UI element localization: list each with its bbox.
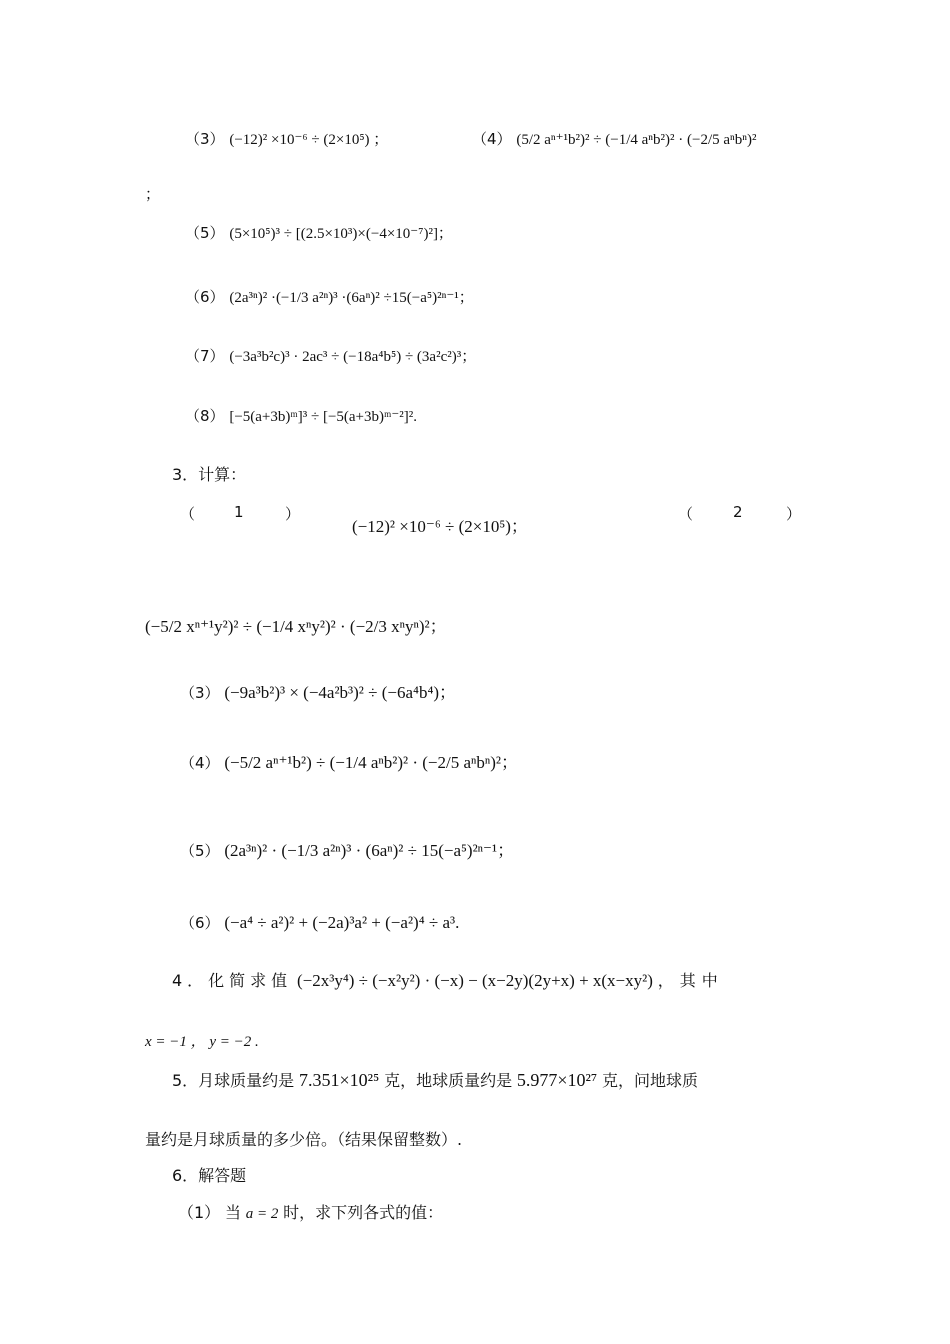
s3-item6 bbox=[180, 912, 459, 933]
s2-item5-label: （5） bbox=[185, 224, 225, 242]
s3-item3-expr: (−9a³b²)³ × (−4a²b³)² ÷ (−6a⁴b⁴)； bbox=[224, 683, 457, 702]
s4-condition: x = −1 ， y = −2 . bbox=[145, 1034, 259, 1050]
s2-item6-expr: (2a³ⁿ)² ·(−1/3 a²ⁿ)³ ·(6aⁿ)² ÷15(−a⁵)²ⁿ⁻¹； bbox=[229, 290, 474, 306]
s5-line1 bbox=[172, 1068, 698, 1091]
s2-item8 bbox=[185, 405, 417, 426]
s2-item8-expr: [−5(a+3b)ᵐ]³ ÷ [−5(a+3b)ᵐ⁻²]². bbox=[229, 409, 417, 425]
s2-item4-tail: ； bbox=[145, 185, 161, 203]
s3-item6-expr: (−a⁴ ÷ a²)² + (−2a)³a² + (−a²)⁴ ÷ a³. bbox=[224, 913, 460, 932]
s2-item7 bbox=[185, 345, 476, 366]
s3-item5 bbox=[180, 836, 514, 861]
s6-sub1 bbox=[178, 1200, 443, 1223]
s3-item2-label-num: 2 bbox=[733, 503, 743, 521]
s3-item3-label: （3） bbox=[180, 684, 220, 702]
s2-item3-expr: (−12)² ×10⁻⁶ ÷ (2×10⁵) ； bbox=[229, 132, 389, 148]
s3-item1-label-close: ） bbox=[285, 505, 301, 523]
s2-item3-label: （3） bbox=[185, 130, 225, 148]
s6-sub1-cond: a = 2 bbox=[245, 1206, 279, 1222]
s5-part2: 克，地球质量约是 bbox=[384, 1071, 513, 1090]
s5-part1: 5．月球质量约是 bbox=[172, 1071, 295, 1090]
s5-line2: 量约是月球质量的多少倍。（结果保留整数）. bbox=[145, 1130, 463, 1149]
s3-item1-expr: (−12)² ×10⁻⁶ ÷ (2×10⁵)； bbox=[352, 517, 528, 536]
s2-item3 bbox=[185, 128, 388, 149]
s5-part3: 克，问地球质 bbox=[601, 1071, 698, 1090]
s2-item6 bbox=[185, 286, 474, 307]
s6-sub1-a: 当 bbox=[224, 1203, 241, 1222]
s2-item5 bbox=[185, 222, 453, 243]
s2-item8-label: （8） bbox=[185, 407, 225, 425]
s3-item3 bbox=[180, 678, 456, 703]
s2-item4-label: （4） bbox=[472, 130, 512, 148]
s2-item4 bbox=[472, 128, 756, 149]
s2-item7-label: （7） bbox=[185, 347, 225, 365]
s3-item5-label: （5） bbox=[180, 842, 220, 860]
s3-item4-label: （4） bbox=[180, 754, 220, 772]
s3-item5-expr: (2a³ⁿ)² · (−1/3 a²ⁿ)³ · (6aⁿ)² ÷ 15(−a⁵)²ⁿ⁻¹； bbox=[224, 841, 515, 860]
s4-lead: 4．化简求值 bbox=[172, 971, 293, 990]
s3-title: 3．计算： bbox=[172, 465, 247, 484]
s3-item4-expr: (−5/2 aⁿ⁺¹b²) ÷ (−1/4 aⁿb²)² · (−2/5 aⁿbⁿ)²； bbox=[224, 753, 518, 772]
s6-sub1-label: （1） bbox=[178, 1203, 221, 1222]
s2-item5-expr: (5×10⁵)³ ÷ [(2.5×10³)×(−4×10⁻⁷)²]； bbox=[229, 226, 453, 242]
s6-title: 6．解答题 bbox=[172, 1166, 247, 1185]
s6-sub1-b: 时，求下列各式的值： bbox=[283, 1203, 444, 1222]
s2-item6-label: （6） bbox=[185, 288, 225, 306]
s3-item4 bbox=[180, 748, 518, 773]
s2-item7-expr: (−3a³b²c)³ · 2ac³ ÷ (−18a⁴b⁵) ÷ (3a²c²)³； bbox=[229, 349, 477, 365]
s4-expr: (−2x³y⁴) ÷ (−x²y²) · (−x) − (x−2y)(2y+x) + x(x−xy²) bbox=[296, 971, 653, 990]
s3-item1-label-open: （ bbox=[180, 505, 196, 523]
s4-tail: ，其中 bbox=[657, 971, 724, 990]
s3-item2-label-close: ） bbox=[786, 505, 802, 523]
s4-line1 bbox=[172, 968, 724, 991]
s3-item2-expr: (−5/2 xⁿ⁺¹y²)² ÷ (−1/4 xⁿy²)² · (−2/3 xⁿyⁿ)²； bbox=[145, 617, 447, 636]
s5-earth-mass: 5.977×10²⁷ bbox=[516, 1070, 598, 1090]
s3-item2-label-open: （ bbox=[678, 505, 694, 523]
s5-moon-mass: 7.351×10²⁵ bbox=[298, 1070, 380, 1090]
s3-item1-label-num: 1 bbox=[234, 503, 244, 521]
s3-item6-label: （6） bbox=[180, 914, 220, 932]
s2-item4-expr: (5/2 aⁿ⁺¹b²)² ÷ (−1/4 aⁿb²)² · (−2/5 aⁿbⁿ)² bbox=[516, 132, 757, 148]
